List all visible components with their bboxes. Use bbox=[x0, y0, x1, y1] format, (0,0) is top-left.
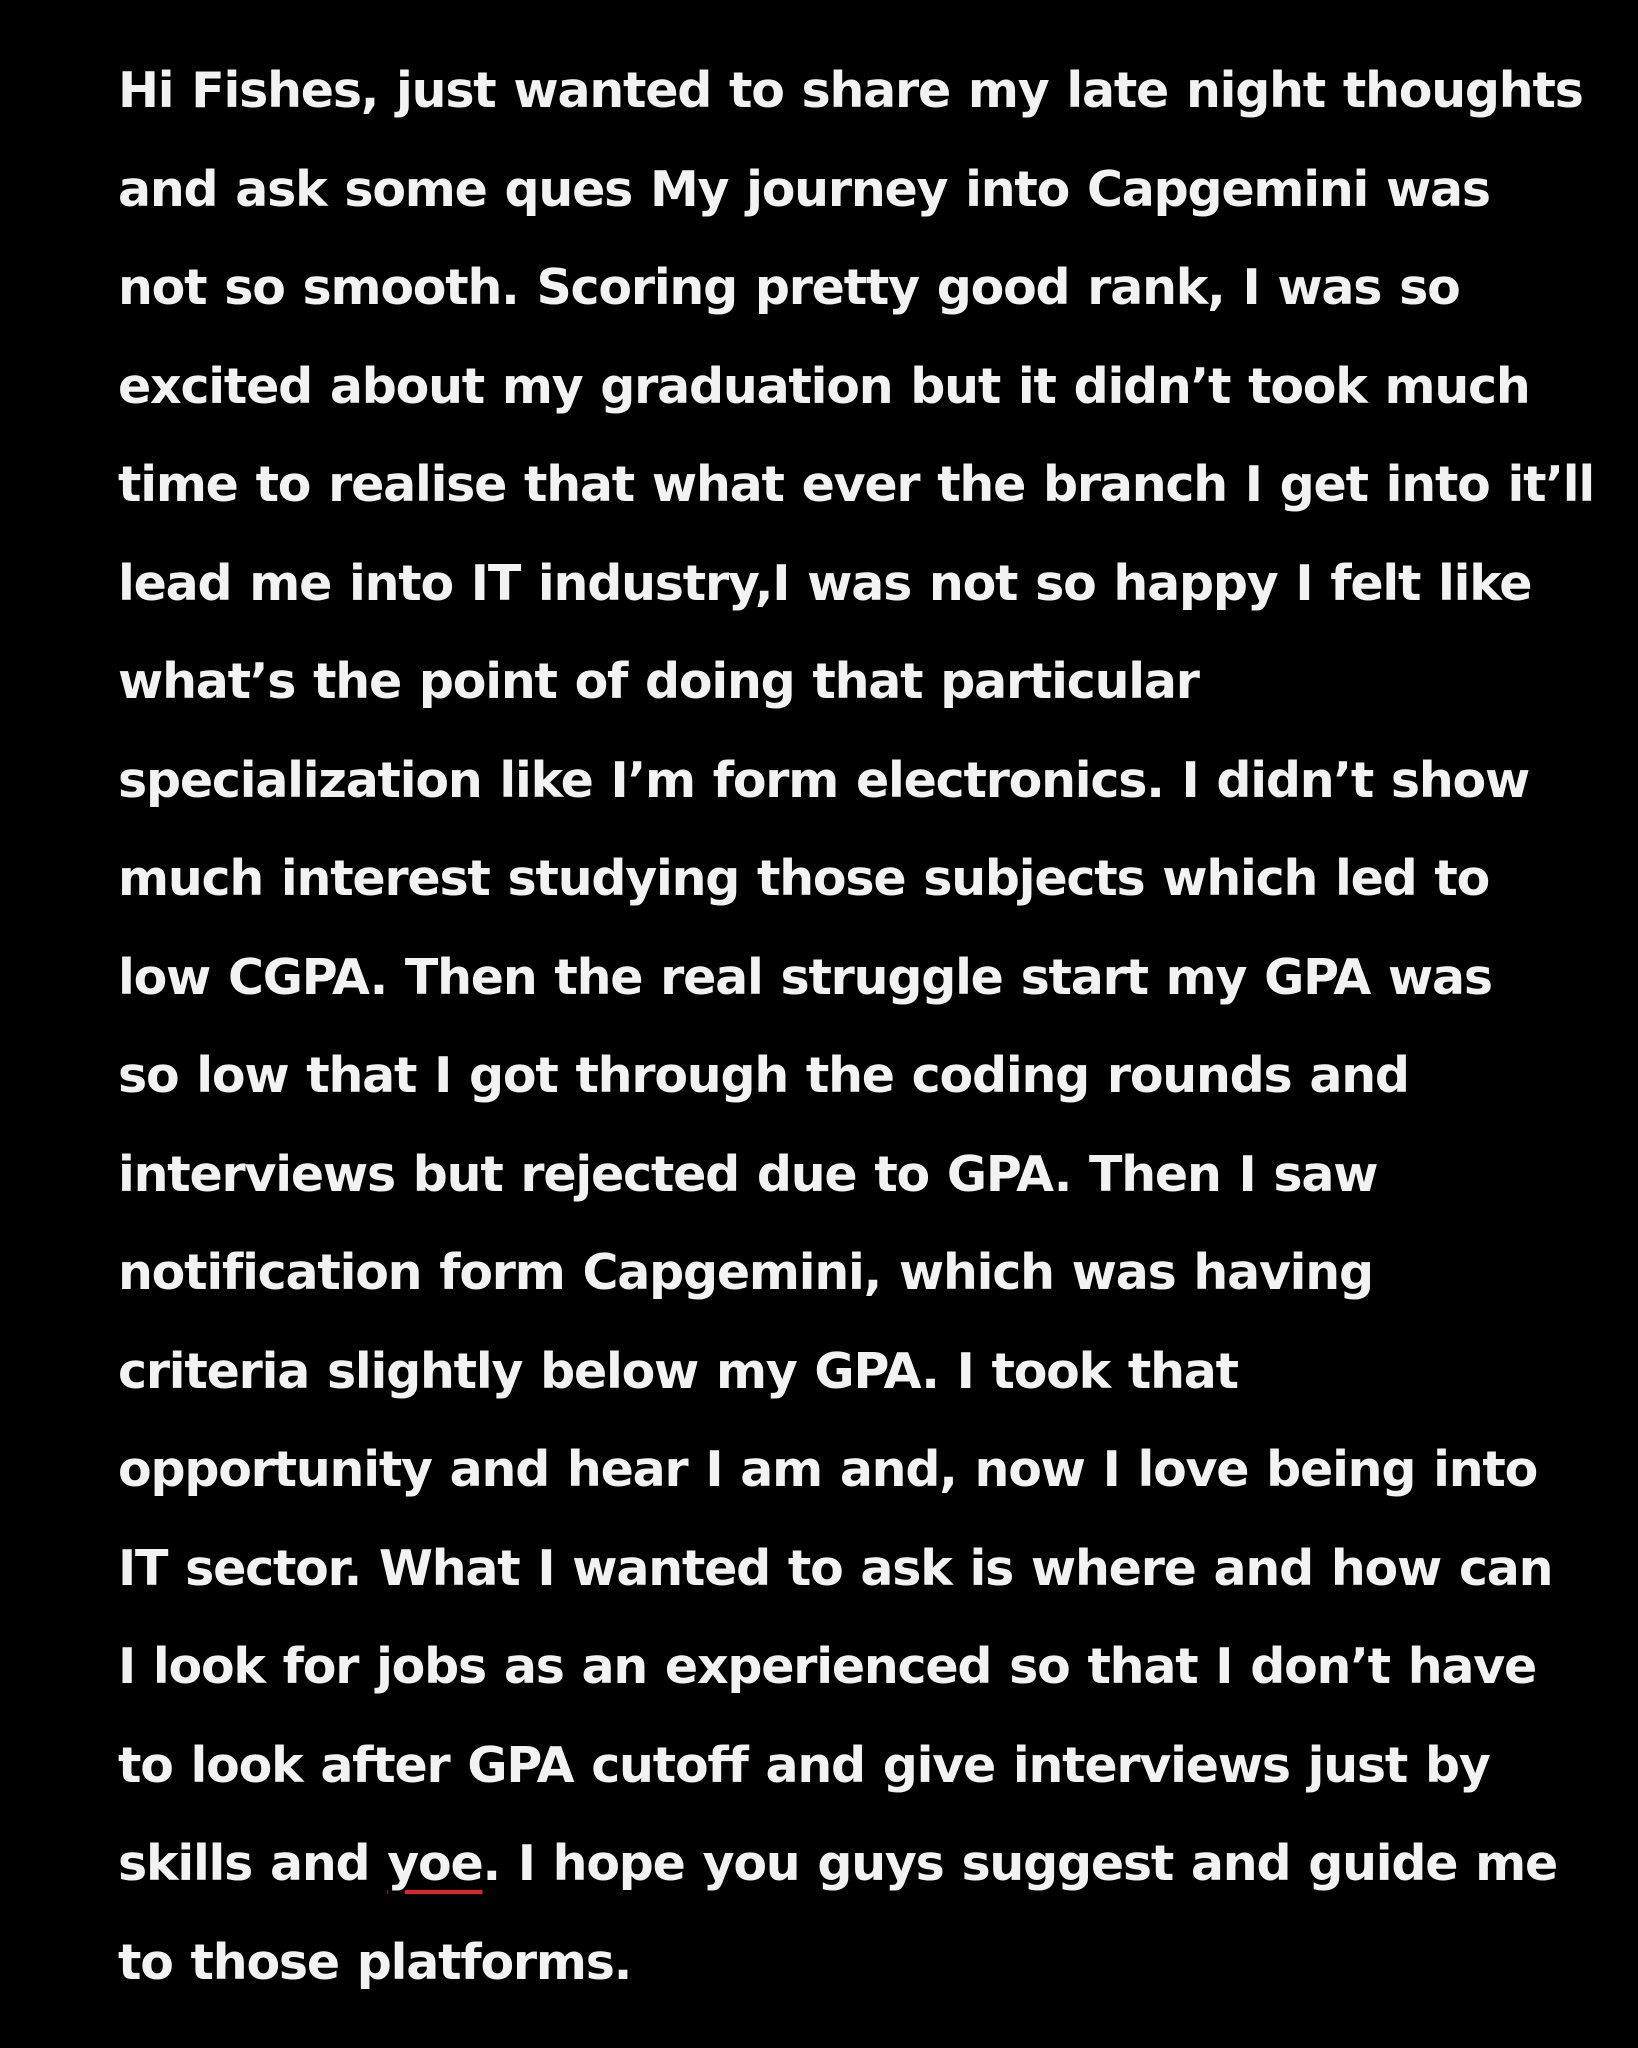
text-line: not so smooth. Scoring pretty good rank, I was so bbox=[118, 259, 1460, 316]
text-line: criteria slightly below my GPA. I took that bbox=[118, 1342, 1238, 1400]
text-line: to look after GPA cutoff and give interviews just by bbox=[118, 1736, 1490, 1794]
text-line: specialization like I’m form electronics. I didn’t show bbox=[118, 751, 1530, 809]
text-line: IT sector. What I wanted to ask is where and how can bbox=[118, 1539, 1553, 1597]
text-line: interviews but rejected due to GPA. Then I saw bbox=[118, 1145, 1378, 1203]
text-line: what’s the point of doing that particular bbox=[118, 653, 1199, 710]
text-segment: skills and bbox=[118, 1835, 388, 1892]
text-line: Hi Fishes, just wanted to share my late night thoughts bbox=[118, 62, 1583, 119]
text-segment: . I hope you guys suggest and guide me bbox=[482, 1835, 1558, 1892]
text-line: notification form Capgemini, which was having bbox=[118, 1244, 1373, 1301]
text-line: and ask some ques My journey into Capgemini was bbox=[118, 160, 1490, 218]
post-text-body bbox=[118, 42, 1594, 2012]
text-line: excited about my graduation but it didn’t took much bbox=[118, 357, 1530, 415]
text-line-last: to those platforms. bbox=[118, 1933, 632, 1991]
text-line: lead me into IT industry,I was not so happy I felt like bbox=[118, 554, 1532, 612]
text-line-with-spellcheck bbox=[118, 1815, 1558, 1914]
text-line: low CGPA. Then the real struggle start my GPA was bbox=[118, 948, 1492, 1006]
text-line: opportunity and hear I am and, now I love being into bbox=[118, 1441, 1538, 1498]
text-line: much interest studying those subjects which led to bbox=[118, 850, 1490, 907]
misspelled-word[interactable]: yoe bbox=[387, 1835, 483, 1892]
text-line: time to realise that what ever the branch I get into it’ll bbox=[118, 456, 1594, 513]
text-line: so low that I got through the coding rounds and bbox=[118, 1047, 1409, 1104]
text-line: I look for jobs as an experienced so that I don’t have bbox=[118, 1638, 1537, 1695]
